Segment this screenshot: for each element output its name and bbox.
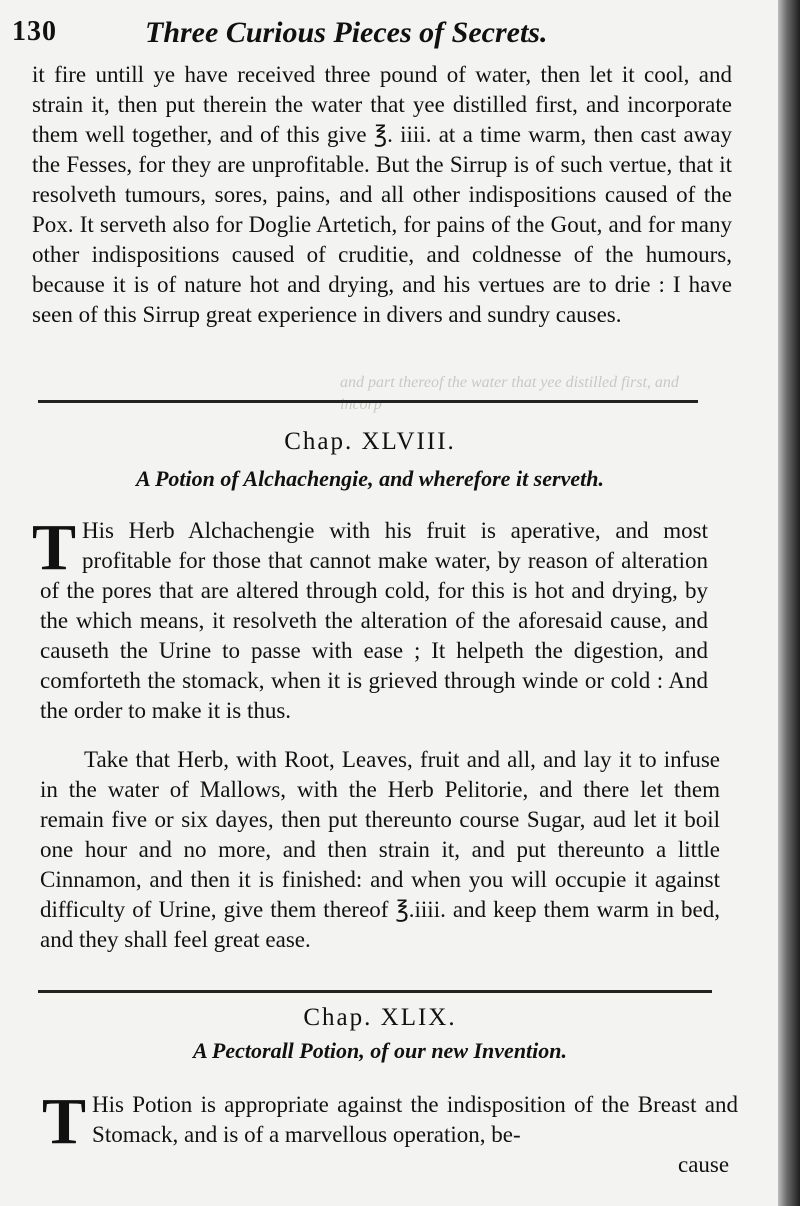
chapter-49-paragraph-1-text: His Potion is appropriate against the indisposition of the Breast and Stomack, and is of a marvellous operation, be-: [92, 1092, 738, 1147]
page-edge-shadow: [778, 0, 800, 1206]
chapter-49-heading: Chap. XLIX.: [303, 1004, 457, 1031]
catchword: cause: [678, 1152, 730, 1177]
chapter-48-heading: Chap. XLVIII.: [284, 428, 456, 455]
page-number: 130: [12, 16, 57, 47]
section-divider: [38, 400, 698, 403]
chapter-48-paragraph-2: Take that Herb, with Root, Leaves, fruit and all, and lay it to infuse in the water of Mallows, with the Herb Pelitorie, and there let them remain five or six dayes, then put thereunto course Sugar, aud let it boil one hour and no more, and then strain it, and put thereunto a little Cinnamon, and then it is finished: and when you will occupie it against difficulty of Urine, give them thereof ℥.iiii. and keep them warm in bed, and they shall feel great ease.: [40, 747, 720, 952]
drop-cap: T: [32, 511, 77, 584]
running-title: Three Curious Pieces of Secrets.: [145, 16, 548, 49]
drop-cap: T: [42, 1085, 87, 1158]
chapter-48-paragraph-1: [32, 511, 708, 726]
chapter-48-subtitle: A Potion of Alchachengie, and wherefore it serveth.: [136, 466, 604, 491]
chapter-48-paragraph-1-text: His Herb Alchachengie with his fruit is aperative, and most profitable for those that cannot make water, by reason of alteration of the pores that are altered through cold, for this is hot and drying, by the which means, it resolveth the alteration of the aforesaid cause, and causeth the Urine to passe with ease ; It helpeth the digestion, and comforteth the stomack, when it is grieved through winde or cold : And the order to make it is thus.: [40, 518, 708, 723]
continuation-paragraph: it fire untill ye have received three pound of water, then let it cool, and strain it, then put therein the water that yee distilled first, and incorporate them well together, and of this give ℥. iiii. at a time warm, then cast away the Fesses, for they are unprofitable. But the Sirrup is of such vertue, that it resolveth tumours, sores, pains, and all other indispositions caused of the Pox. It serveth also for Doglie Artetich, for pains of the Gout, and for many other indispositions caused of cruditie, and coldnesse of the humours, because it is of nature hot and drying, and his vertues are to drie : I have seen of this Sirrup great experience in divers and sundry causes.: [32, 62, 732, 327]
show-through-text: and part thereof the water that yee distilled first, and incorp: [340, 374, 679, 413]
section-divider: [38, 990, 712, 993]
chapter-49-paragraph-1: [42, 1085, 738, 1158]
running-head: [10, 10, 770, 58]
chapter-49-subtitle: A Pectorall Potion, of our new Invention.: [192, 1038, 568, 1063]
